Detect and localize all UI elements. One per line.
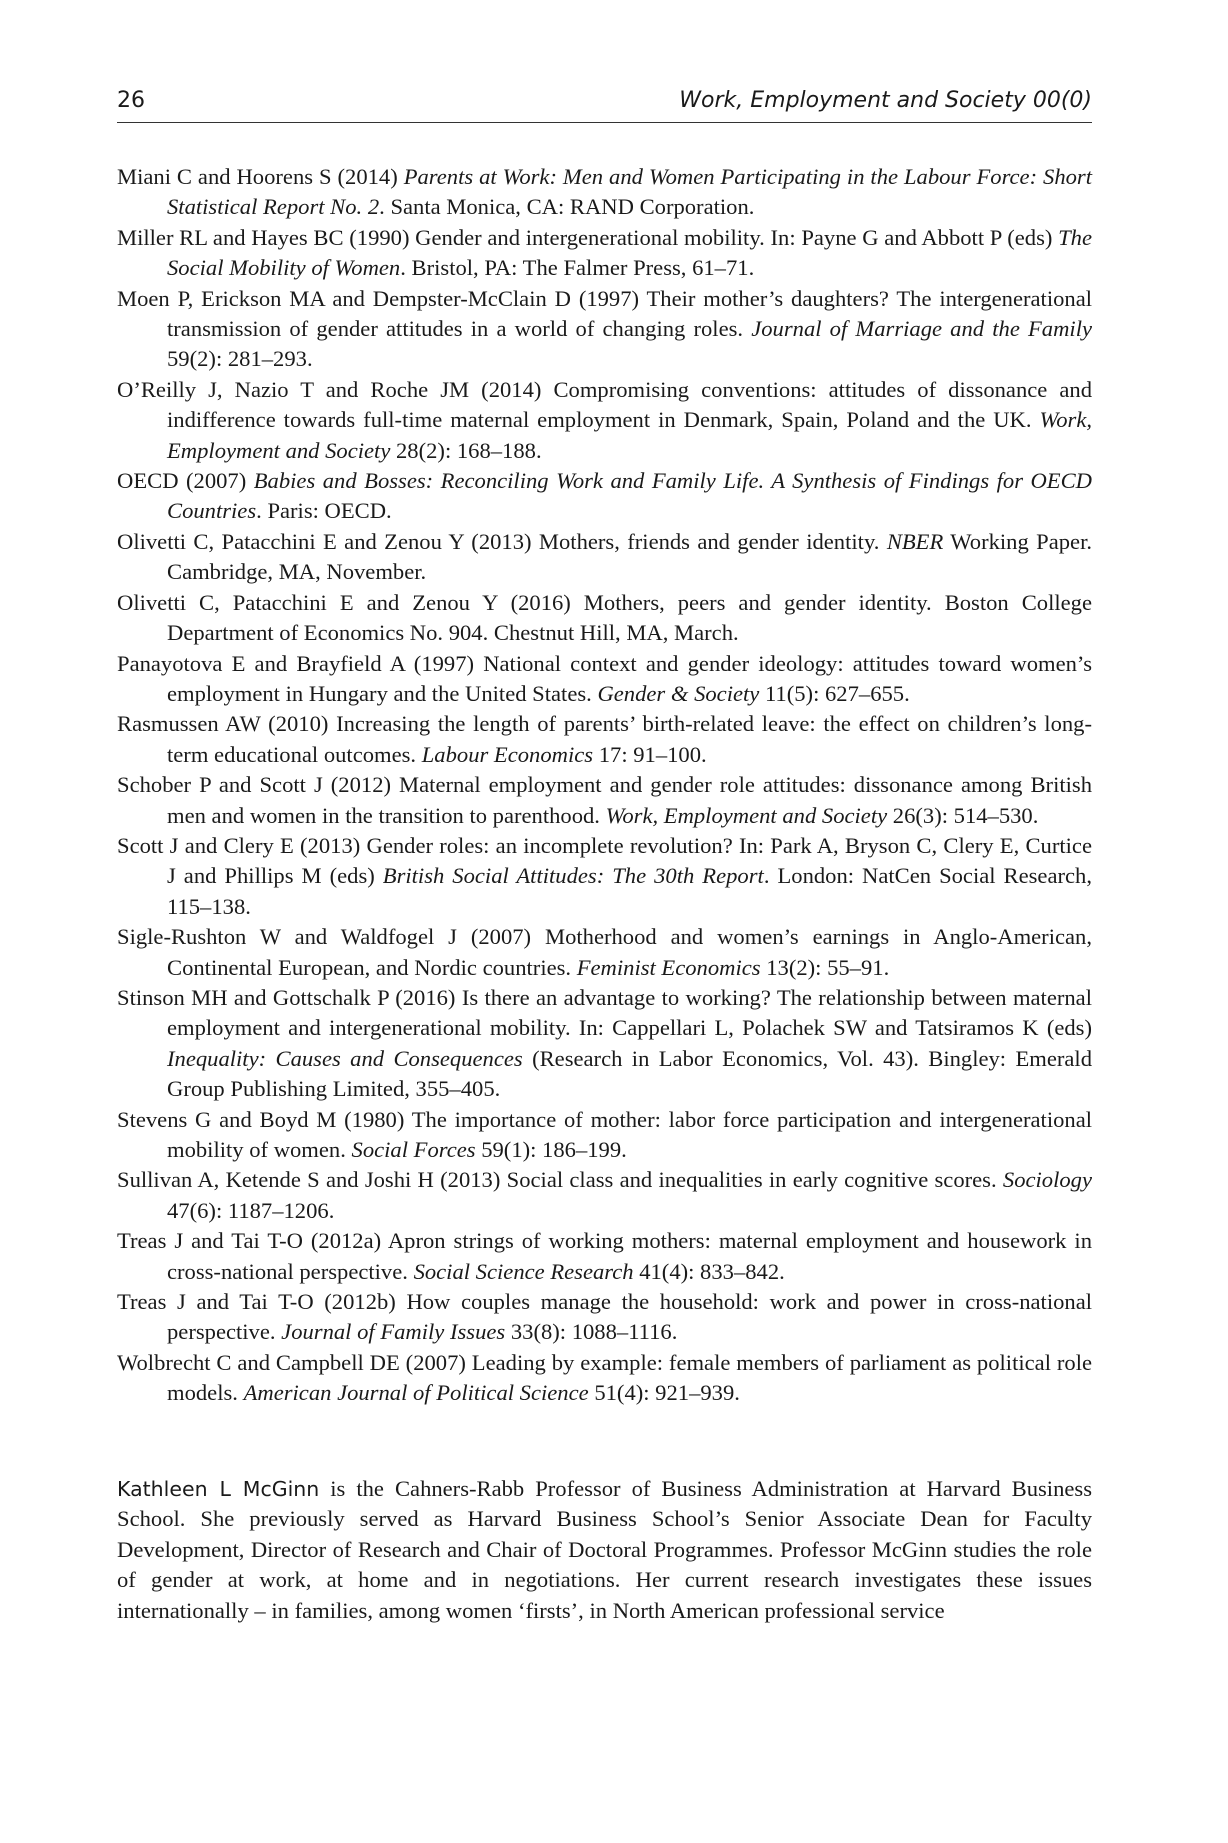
reference-entry bbox=[117, 922, 1092, 983]
reference-text: Olivetti C, Patacchini E and Zenou Y (2013) Mothers, friends and gender identity. bbox=[117, 528, 887, 554]
reference-text: Panayotova E and Brayfield A (1997) National context and gender ideology: attitudes toward women’s employment in Hungary and the United States. bbox=[117, 650, 1092, 706]
running-head bbox=[117, 88, 1092, 123]
reference-italic: Social Forces bbox=[351, 1137, 476, 1162]
reference-italic: Labour Economics bbox=[421, 741, 594, 767]
reference-text: Working Paper. Cambridge, MA, November. bbox=[167, 528, 1092, 585]
reference-text: Miani C and Hoorens S (2014) bbox=[117, 164, 404, 189]
reference-italic: NBER bbox=[886, 528, 944, 554]
reference-entry bbox=[117, 1226, 1092, 1287]
reference-text: 26(3): 514–530. bbox=[887, 802, 1039, 828]
reference-entry bbox=[117, 831, 1092, 922]
author-name: Kathleen L McGinn bbox=[117, 1477, 320, 1501]
reference-text: Sullivan A, Ketende S and Joshi H (2013) Social class and inequalities in early cognitive scores. bbox=[117, 1167, 1003, 1193]
reference-italic: Inequality: Causes and Consequences bbox=[167, 1045, 523, 1071]
reference-text: Wolbrecht C and Campbell DE (2007) Leading by example: female members of parliament as political role models. bbox=[117, 1349, 1092, 1406]
reference-text: Olivetti C, Patacchini E and Zenou Y (2016) Mothers, peers and gender identity. Boston College Department of Economics No. 904. Chestnut Hill, MA, March. bbox=[117, 589, 1092, 646]
reference-entry bbox=[117, 1348, 1092, 1409]
reference-entry bbox=[117, 709, 1092, 770]
reference-text: . Paris: OECD. bbox=[256, 498, 392, 524]
reference-italic: Gender & Society bbox=[597, 680, 760, 706]
reference-text: 41(4): 833–842. bbox=[633, 1258, 785, 1284]
reference-entry bbox=[117, 1165, 1092, 1226]
reference-text: Schober P and Scott J (2012) Maternal employment and gender role attitudes: dissonance among British men and women in the transition to parenthood. bbox=[117, 772, 1092, 828]
reference-entry bbox=[117, 284, 1092, 375]
reference-italic: American Journal of Political Science bbox=[243, 1380, 589, 1406]
reference-italic: Feminist Economics bbox=[576, 954, 761, 980]
reference-text: 17: 91–100. bbox=[593, 741, 707, 767]
reference-italic: Sociology bbox=[1002, 1167, 1092, 1193]
reference-text: 59(1): 186–199. bbox=[475, 1137, 627, 1162]
reference-text: 33(8): 1088–1116. bbox=[505, 1319, 678, 1345]
reference-entry bbox=[117, 162, 1092, 223]
author-bio bbox=[117, 1474, 1092, 1626]
reference-text: Stinson MH and Gottschalk P (2016) Is there an advantage to working? The relationship between maternal employment and intergenerational mobility. In: Cappellari L, Polachek SW and Tatsiramos K (eds) bbox=[117, 984, 1092, 1041]
page-number: 26 bbox=[117, 88, 145, 113]
reference-text: . Santa Monica, CA: RAND Corporation. bbox=[379, 194, 755, 220]
reference-text: Rasmussen AW (2010) Increasing the length of parents’ birth-related leave: the effect on children’s long-term educational outcomes. bbox=[117, 711, 1092, 767]
reference-italic: Journal of Marriage and the Family bbox=[751, 316, 1093, 342]
reference-italic: Work, Employment and Society bbox=[605, 802, 888, 828]
reference-italic: British Social Attitudes: The 30th Report bbox=[382, 863, 764, 889]
reference-text: . London: NatCen Social Research, 115–138. bbox=[167, 863, 1092, 919]
reference-text: Scott J and Clery E (2013) Gender roles: an incomplete revolution? In: Park A, Bryson C, Clery E, Curtice J and Phillips M (eds) bbox=[117, 832, 1092, 889]
reference-entry bbox=[117, 588, 1092, 649]
reference-list bbox=[117, 162, 1092, 1409]
reference-text: Miller RL and Hayes BC (1990) Gender and intergenerational mobility. In: Payne G and Abbott P (eds) bbox=[117, 224, 1059, 250]
reference-text: 13(2): 55–91. bbox=[760, 954, 890, 980]
reference-text: OECD (2007) bbox=[117, 468, 254, 494]
reference-entry bbox=[117, 1105, 1092, 1166]
reference-entry bbox=[117, 1287, 1092, 1348]
reference-text: Treas J and Tai T-O (2012b) How couples manage the household: work and power in cross-national perspective. bbox=[117, 1289, 1092, 1345]
reference-text: Treas J and Tai T-O (2012a) Apron strings of working mothers: maternal employment and housework in cross-national perspective. bbox=[117, 1228, 1092, 1284]
reference-text: 11(5): 627–655. bbox=[759, 680, 910, 706]
reference-entry bbox=[117, 983, 1092, 1105]
reference-entry bbox=[117, 649, 1092, 710]
reference-italic: Parents at Work: Men and Women Participating in the Labour Force: Short Statistical Report No. 2 bbox=[167, 164, 1093, 220]
reference-italic: Journal of Family Issues bbox=[281, 1319, 506, 1345]
reference-text: Stevens G and Boyd M (1980) The importance of mother: labor force participation and intergenerational mobility of women. bbox=[117, 1106, 1092, 1162]
reference-italic: Babies and Bosses: Reconciling Work and Family Life. A Synthesis of Findings for OECD Countries bbox=[167, 468, 1092, 524]
reference-text: 28(2): 168–188. bbox=[390, 437, 542, 463]
reference-entry bbox=[117, 770, 1092, 831]
reference-text: (Research in Labor Economics, Vol. 43). Bingley: Emerald Group Publishing Limited, 355–405. bbox=[167, 1045, 1092, 1102]
reference-text: 47(6): 1187–1206. bbox=[167, 1197, 335, 1223]
reference-italic: Social Science Research bbox=[413, 1258, 634, 1284]
author-bio-text: is the Cahners-Rabb Professor of Business Administration at Harvard Business School. She previously served as Harvard Business School’s Senior Associate Dean for Faculty Development, Director of Research and Chair of Doctoral Programmes. Professor McGinn studies the role of gender at work, at home and in negotiations. Her current research investigates these issues internationally – in families, among women ‘firsts’, in North American professional service bbox=[117, 1476, 1092, 1623]
reference-text: Sigle-Rushton W and Waldfogel J (2007) Motherhood and women’s earnings in Anglo-American, Continental European, and Nordic countries. bbox=[117, 924, 1092, 980]
reference-entry bbox=[117, 375, 1092, 466]
journal-title: Work, Employment and Society 00(0) bbox=[679, 88, 1092, 113]
reference-entry bbox=[117, 466, 1092, 527]
reference-text: 59(2): 281–293. bbox=[167, 346, 313, 372]
reference-text: Moen P, Erickson MA and Dempster-McClain D (1997) Their mother’s daughters? The intergenerational transmission of gender attitudes in a world of changing roles. bbox=[117, 285, 1092, 342]
reference-italic: Work, Employment and Society bbox=[167, 407, 1092, 463]
reference-text: 51(4): 921–939. bbox=[588, 1380, 740, 1406]
reference-entry bbox=[117, 527, 1092, 588]
reference-text: O’Reilly J, Nazio T and Roche JM (2014) Compromising conventions: attitudes of dissonance and indifference towards full-time maternal employment in Denmark, Spain, Poland and the UK. bbox=[117, 376, 1092, 433]
reference-italic: The Social Mobility of Women bbox=[167, 224, 1092, 281]
reference-text: . Bristol, PA: The Falmer Press, 61–71. bbox=[400, 255, 755, 281]
reference-entry bbox=[117, 223, 1092, 284]
